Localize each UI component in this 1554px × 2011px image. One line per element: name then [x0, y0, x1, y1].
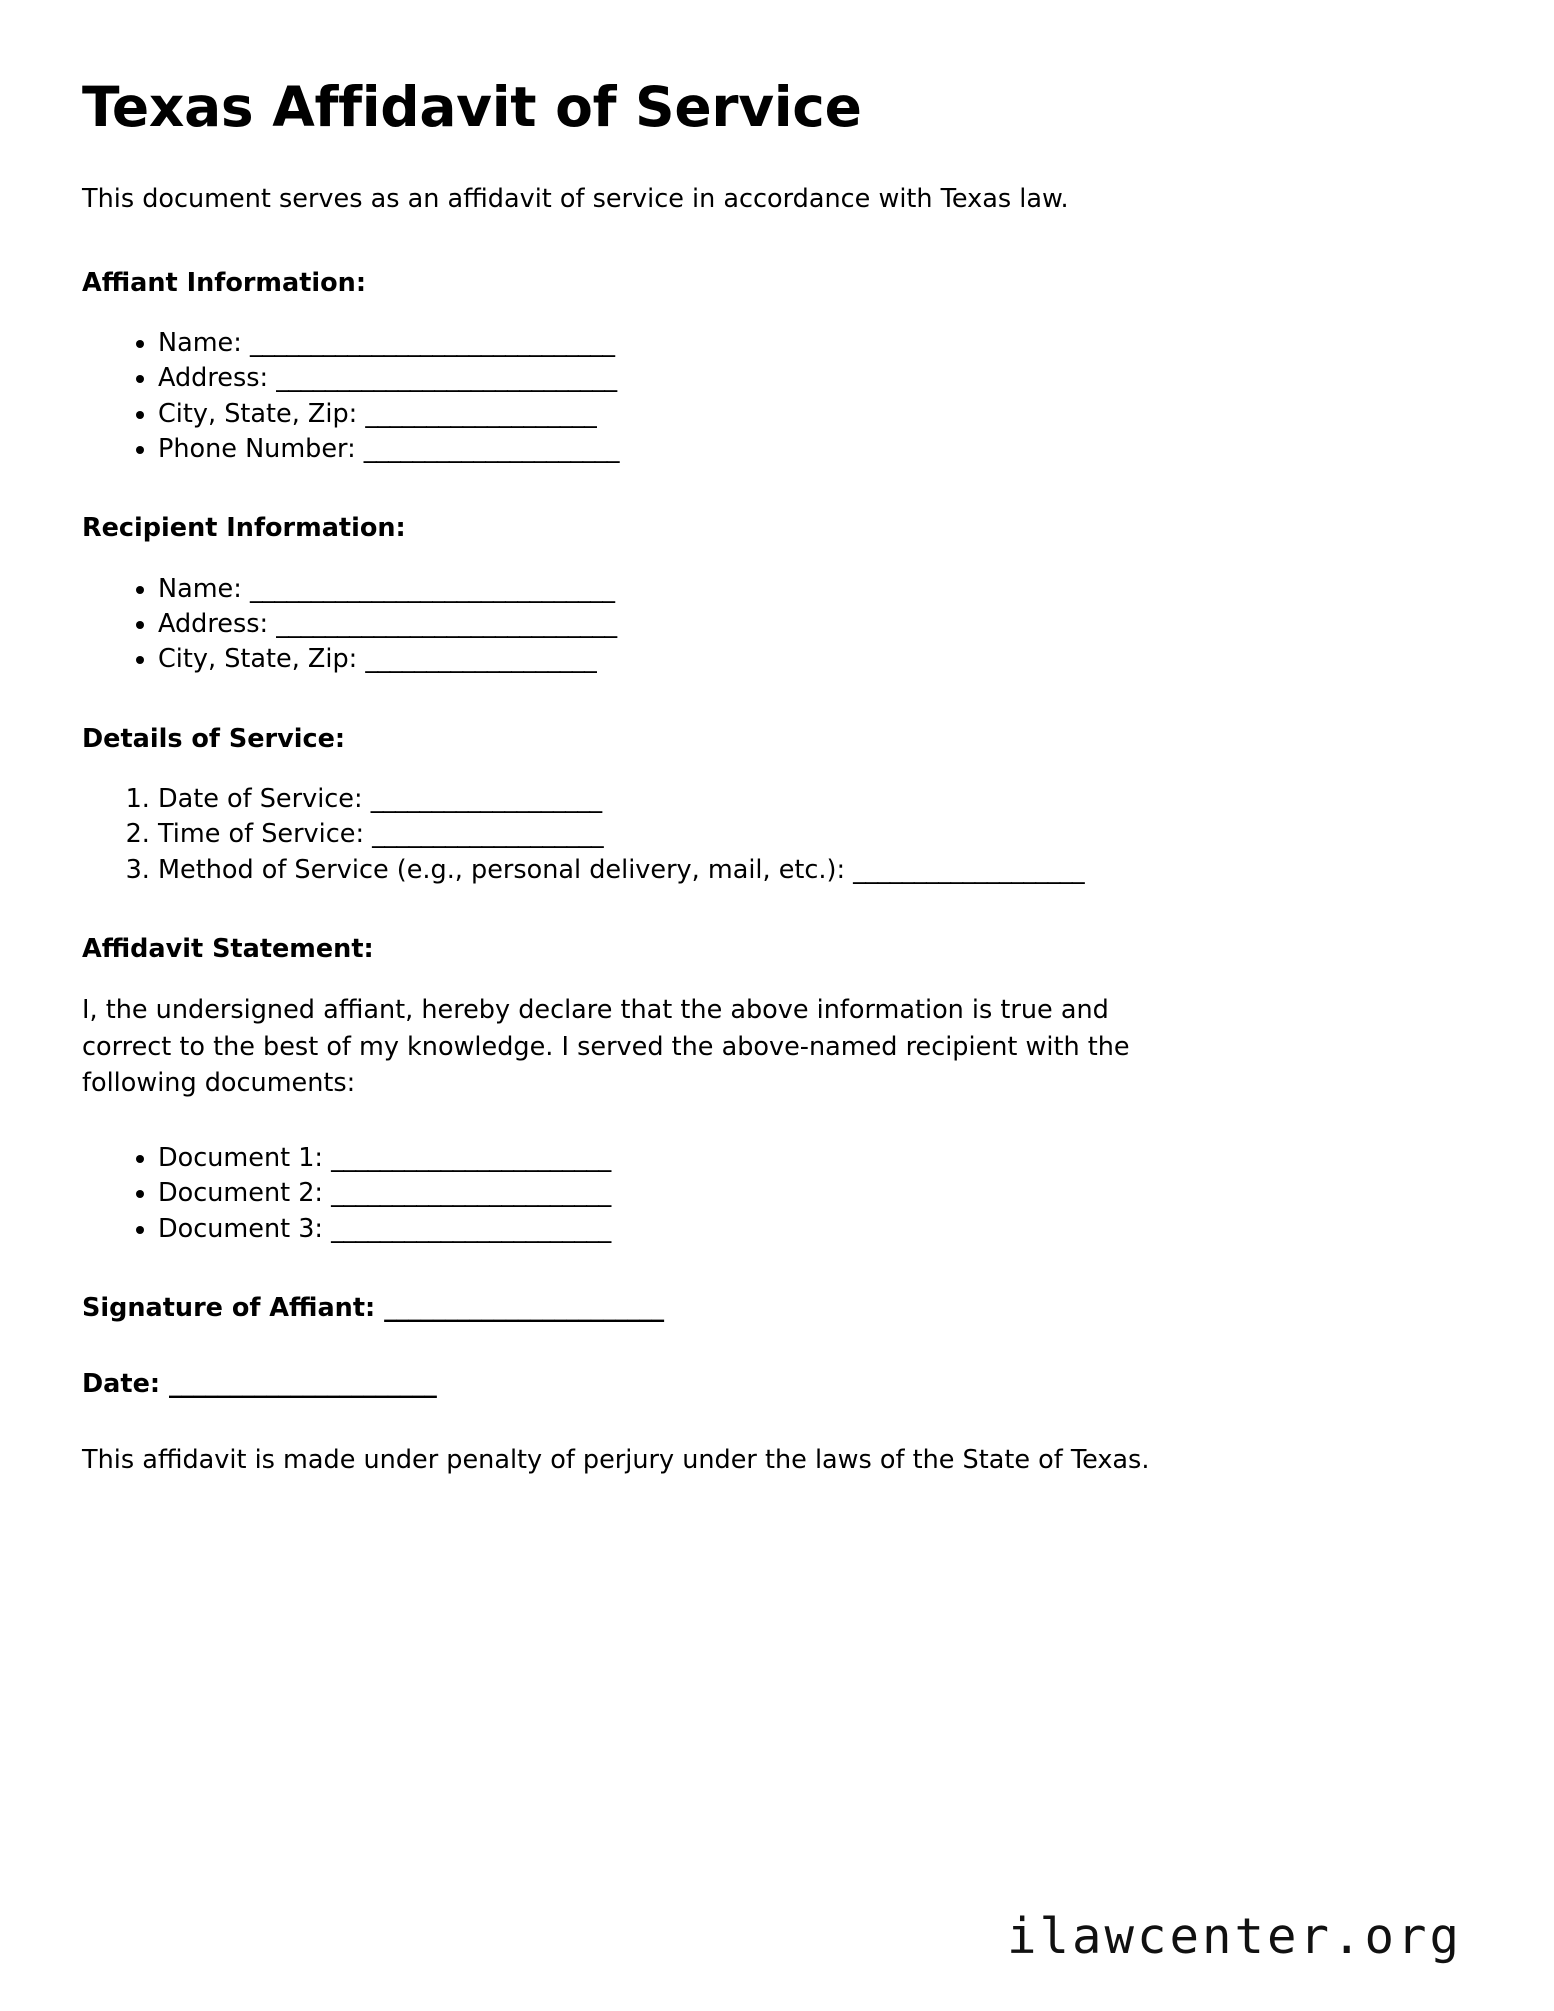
list-item — [158, 326, 1458, 361]
fill-in-blank[interactable]: ___________________ — [365, 644, 597, 675]
field-label: Name: — [158, 328, 242, 359]
intro-paragraph: This document serves as an affidavit of service in accordance with Texas law. — [82, 184, 1069, 215]
signature-blank[interactable]: _______________________ — [384, 1292, 664, 1323]
list-item — [158, 397, 1458, 432]
list-item — [158, 572, 1458, 607]
details-of-service-list — [82, 782, 1458, 888]
field-label: Phone Number: — [158, 433, 356, 464]
recipient-information-list — [82, 572, 1458, 678]
fill-in-blank[interactable]: ___________________ — [365, 398, 597, 429]
list-item — [158, 1141, 1458, 1176]
page-title: Texas Affidavit of Service — [82, 75, 862, 139]
list-item — [158, 361, 1458, 396]
field-label: City, State, Zip: — [158, 644, 358, 675]
list-item — [158, 1176, 1458, 1211]
field-label: Name: — [158, 573, 242, 604]
fill-in-blank[interactable]: _______________________ — [331, 1213, 611, 1244]
list-item — [158, 782, 1458, 817]
date-line — [82, 1367, 1458, 1403]
fill-in-blank[interactable]: ______________________________ — [249, 573, 615, 604]
field-label: Document 1: — [158, 1143, 324, 1174]
fill-in-blank[interactable]: ____________________________ — [276, 609, 617, 639]
list-item — [158, 642, 1458, 677]
site-watermark: ilawcenter.org — [1006, 1908, 1462, 1965]
details-of-service-heading: Details of Service: — [82, 723, 346, 754]
list-item — [158, 853, 1458, 888]
list-item — [158, 817, 1458, 852]
field-label: Method of Service (e.g., personal delivery, mail, etc.): — [158, 854, 846, 885]
field-label: Document 3: — [158, 1213, 324, 1244]
list-item — [158, 1212, 1458, 1247]
field-label: Document 2: — [158, 1178, 324, 1209]
fill-in-blank[interactable]: ______________________________ — [249, 328, 615, 359]
field-label: Address: — [158, 363, 269, 394]
fill-in-blank[interactable]: _____________________ — [363, 433, 619, 464]
fill-in-blank[interactable]: ____________________________ — [276, 363, 617, 394]
fill-in-blank[interactable]: _______________________ — [331, 1178, 611, 1209]
date-label: Date: — [82, 1368, 161, 1399]
field-label: Date of Service: — [158, 784, 363, 815]
affiant-information-heading: Affiant Information: — [82, 267, 367, 298]
list-item — [158, 607, 1458, 642]
field-label: Address: — [158, 609, 269, 639]
documents-served-list — [82, 1141, 1458, 1247]
list-item — [158, 432, 1458, 467]
fill-in-blank[interactable]: ___________________ — [370, 784, 602, 815]
recipient-information-heading: Recipient Information: — [82, 513, 406, 544]
fill-in-blank[interactable]: _______________________ — [331, 1143, 611, 1174]
field-label: City, State, Zip: — [158, 398, 358, 429]
fill-in-blank[interactable]: ___________________ — [853, 854, 1085, 885]
date-blank[interactable]: ______________________ — [168, 1368, 437, 1399]
signature-of-affiant-line — [82, 1291, 1458, 1327]
affidavit-statement-heading: Affidavit Statement: — [82, 933, 374, 964]
affidavit-statement-paragraph: I, the undersigned affiant, hereby declare that the above information is true and correct to the best of my knowledge. I served the above-named recipient with the following documents: — [82, 995, 1130, 1098]
closing-statement: This affidavit is made under penalty of perjury under the laws of the State of Texas. — [82, 1445, 1150, 1476]
signature-label: Signature of Affiant: — [82, 1292, 376, 1323]
field-label: Time of Service: — [158, 819, 365, 850]
fill-in-blank[interactable]: ___________________ — [372, 819, 603, 850]
affiant-information-list — [82, 326, 1458, 467]
